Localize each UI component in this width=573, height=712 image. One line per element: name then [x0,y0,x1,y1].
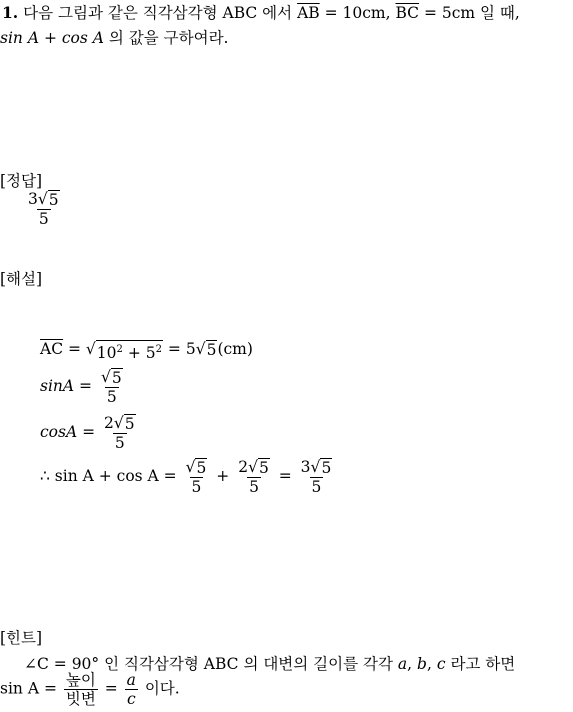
hint-end: 이다. [139,679,180,698]
explanation-line-3: cosA = 2 √ 5 5 [40,414,135,452]
exp-2: 2 [155,344,162,355]
answer-coef: 3 [28,190,38,208]
var-c: c [436,655,446,673]
answer-denominator: 5 [38,210,49,228]
f2-radicand: 5 [258,459,269,477]
explanation-line-4: ∴ sin A + cos A = √ 5 5 + 2 √ 5 5 = 3 √ 5 5 [40,458,332,496]
cos-den: 5 [114,434,125,452]
f1-den: 5 [191,478,202,496]
result-coef: = 5 [162,340,196,358]
cos-num-coef: 2 [104,414,114,432]
question-text: 다음 그림과 같은 직각삼각형 ABC 에서 [23,4,293,22]
hint-sin-lhs: sin A = [0,679,62,698]
answer-radicand: 5 [48,191,59,209]
exp-1: 2 [116,344,123,355]
hint-label: [힌트] [0,629,43,647]
segment-ab: $\overline{AB}$ [297,4,320,22]
plus-5: + 5 [122,344,156,362]
segment-ac: $\overline{AC}$ [40,340,64,358]
f3-den: 5 [311,478,322,496]
sin-den: 5 [106,388,117,406]
question-math: sin A + cos A [0,29,104,47]
f2-coef: 2 [238,458,249,476]
question-number: 1. [2,3,19,22]
unit: (cm) [217,340,253,358]
hint-line-1: ∠C = 90° 인 직각삼각형 ABC 의 대변의 길이를 각각 a, b, c 라고 하면 [24,655,516,673]
plus-sign: + [211,467,235,485]
answer-fraction: 3 √ 5 5 [28,190,59,228]
cos-lhs: cosA = [40,423,101,441]
radicand-10: 10 [96,344,117,362]
eq-bc: = 5cm 일 때, [419,4,520,22]
f2-den: 5 [249,478,259,496]
explanation-label: [해설] [0,270,43,288]
cos-num-radicand: 5 [124,415,135,433]
f3-radicand: 5 [321,459,332,477]
question-line-1 [2,2,520,24]
explanation-line-2: sinA = √ 5 5 [40,368,122,406]
hint-frac1-num: 높이 [65,671,96,689]
segment-bc: $\overline{BC}$ [395,4,420,22]
var-b: b [417,655,427,673]
hint-frac2-num: a [126,671,136,689]
result-radicand: 5 [206,341,217,359]
hint-text: ∠C = 90° 인 직각삼각형 ABC 의 대변의 길이를 각각 [24,655,393,673]
explanation-line-1: $\overline{AC}$ = √ $10^2 + 5^2$ = 5 √ 5 (cm) [40,340,253,362]
eq-sign: = [63,340,86,358]
var-a: a [397,655,408,673]
sin-lhs: sinA = [40,377,97,395]
hint-text-end: 라고 하면 [450,655,516,673]
hint-frac2-den: c [126,690,136,708]
hint-line-2 [0,671,180,708]
f3-coef: 3 [300,458,311,476]
question-text-2: 의 값을 구하여라. [108,29,229,47]
sin-num-radicand: 5 [111,369,122,387]
hint-eq: = [99,679,123,698]
question-line-2 [0,27,228,49]
f1-radicand: 5 [196,459,207,477]
hint-frac1-den: 빗변 [65,690,96,708]
eq-sign-2: = [273,467,297,485]
eq-ab: = 10cm, [319,4,391,22]
answer-label: [정답] [0,172,43,190]
sum-lhs: ∴ sin A + cos A = [40,467,182,485]
